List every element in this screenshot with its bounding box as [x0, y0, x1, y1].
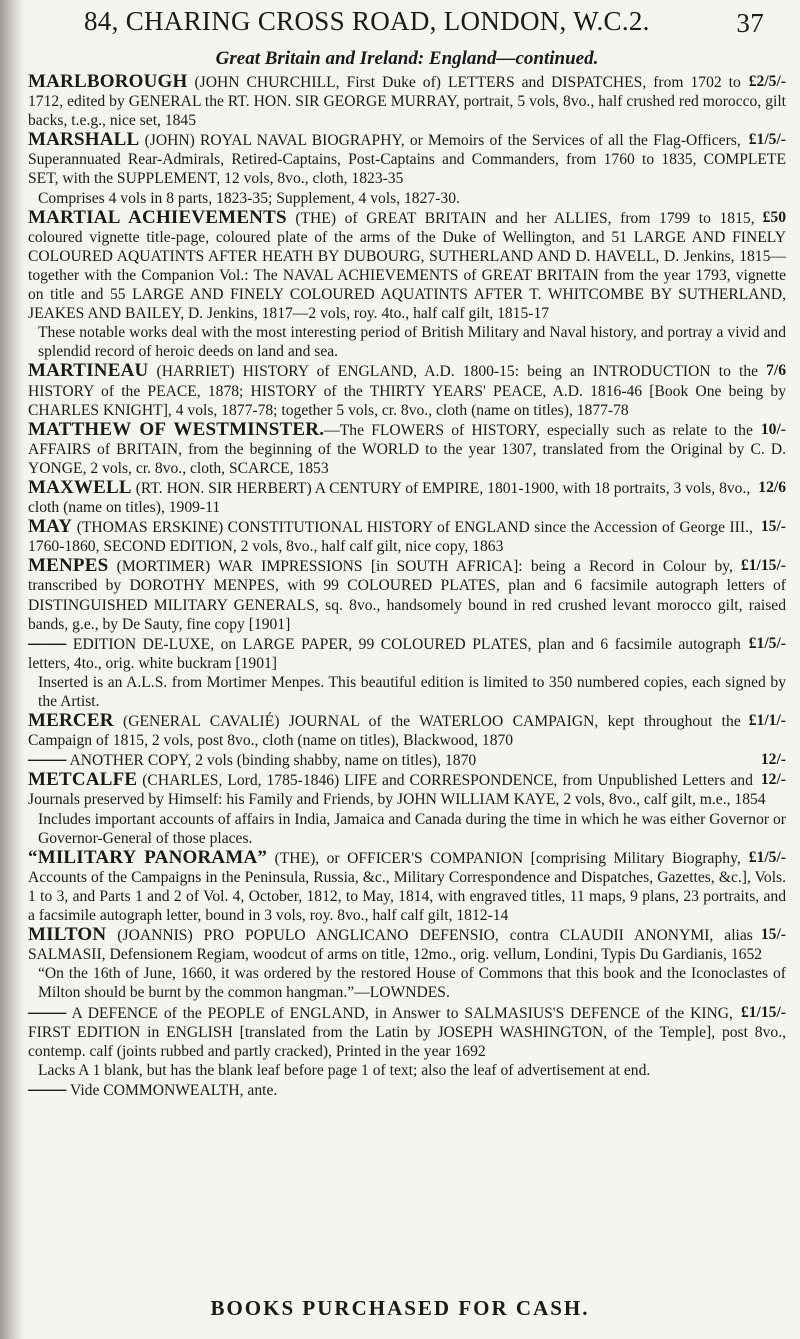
entry-description: (GENERAL CAVALIÉ) JOURNAL of the WATERLOO CAMPAIGN, kept throughout the Campaign of 1815, 2 vols, post 8vo., cloth (name on titles), Blackwood, 1870: [28, 713, 741, 750]
entry-note: Lacks A 1 blank, but has the blank leaf before page 1 of text; also the leaf of advertisement at end.: [38, 1061, 651, 1079]
entry-author: METCALFE: [28, 769, 138, 791]
entry-author: MAXWELL: [28, 476, 132, 498]
section-title: Great Britain and Ireland: England—continued.: [215, 48, 599, 69]
entry-price: £1/5/-: [748, 131, 786, 149]
entry-price: 12/6: [758, 478, 786, 496]
entry-description: (JOHN) ROYAL NAVAL BIOGRAPHY, or Memoirs of the Services of all the Flag-Officers, Superannuated Rear-Admirals, Retired-Captains, Post-Captains and Commanders, from 1760 to 1835, COMPLETE SET, with the SUPPLEMENT, 12 vols, 8vo., cloth, 1823-35: [28, 132, 786, 188]
entry-author: MARTIAL ACHIEVEMENTS: [28, 206, 287, 228]
entry-note: These notable works deal with the most interesting period of British Military and Naval history, and portray a vivid and splendid record of heroic deeds on land and sea.: [38, 324, 786, 361]
entry-author: ——: [28, 749, 67, 771]
entry-note: Includes important accounts of affairs in India, Jamaica and Canada during the time in which he was either Governor or Governor-General of those places.: [38, 810, 786, 847]
entry-price: 15/-: [760, 926, 786, 944]
entry-author: ——: [28, 632, 67, 654]
entry-price: £1/5/-: [748, 848, 786, 866]
entry-description: (RT. HON. SIR HERBERT) A CENTURY of EMPIRE, 1801-1900, with 18 portraits, 3 vols, 8vo., cloth (name on titles), 1909-11: [28, 479, 751, 517]
entry-author: MENPES: [28, 555, 109, 577]
catalogue-entry: [28, 925, 786, 964]
entry-price: 10/-: [760, 420, 786, 438]
entry-author: MERCER: [28, 710, 114, 732]
catalogue-entry: [28, 1003, 786, 1061]
catalogue-entry: [28, 634, 786, 673]
entry-price: £1/15/-: [740, 1003, 786, 1021]
page-number: 37: [736, 8, 764, 38]
entry-description: Vide COMMONWEALTH, ante.: [66, 1081, 278, 1099]
entry-description: —The FLOWERS of HISTORY, especially such as relate to the AFFAIRS of BRITAIN, from the beginning of the WORLD to the year 1307, translated from the Original by C. D. YONGE, 2 vols, cr. 8vo., cloth, SCARCE, 1853: [28, 421, 786, 477]
page-footer: BOOKS PURCHASED FOR CASH.: [210, 1296, 590, 1320]
entry-note: “On the 16th of June, 1660, it was ordered by the restored House of Commons that this book and the Iconoclastes of Milton should be burnt by the common hangman.”—LOWNDES.: [38, 965, 786, 1002]
catalogue-entry: [28, 711, 786, 750]
entry-author: MAY: [28, 516, 73, 538]
entry-description: ANOTHER COPY, 2 vols (binding shabby, name on titles), 1870: [66, 752, 477, 770]
entry-author: ——: [28, 1001, 67, 1023]
entry-price: 15/-: [760, 518, 786, 536]
entry-price: 12/-: [760, 751, 786, 769]
entry-author: MATTHEW OF WESTMINSTER.: [28, 418, 325, 440]
entry-description: (THOMAS ERSKINE) CONSTITUTIONAL HISTORY of ENGLAND since the Accession of George III., 1760-1860, SECOND EDITION, 2 vols, 8vo., half calf gilt, nice copy, 1863: [28, 519, 753, 556]
catalogue-entry: [28, 770, 786, 809]
catalogue-entry: [28, 1080, 786, 1100]
entry-price: 7/6: [766, 362, 786, 380]
binding-gutter: [0, 0, 24, 1339]
entry-price: £2/5/-: [748, 73, 786, 90]
catalogue-entry: [28, 208, 786, 324]
entry-description: EDITION DE-LUXE, on LARGE PAPER, 99 COLOURED PLATES, plan and 6 facsimile autograph letters, 4to., orig. white buckram [1901]: [28, 635, 741, 672]
entry-description: (HARRIET) HISTORY of ENGLAND, A.D. 1800-15: being an INTRODUCTION to the HISTORY of the PEACE, 1878; HISTORY of the THIRTY YEARS' PEACE, A.D. 1816-46 [Book One being by CHARLES KNIGHT], 4 vols, 1877-78; together 5 vols, cr. 8vo., cloth (name on titles), 1877-78: [28, 363, 786, 419]
entry-description: (MORTIMER) WAR IMPRESSIONS [in SOUTH AFRICA]: being a Record in Colour by, transcribed by DOROTHY MENPES, with 99 COLOURED PLATES, plan and 6 facsimile autograph letters of DISTINGUISHED MILITARY GENERALS, sq. 8vo., handsomely bound in red crushed levant morocco gilt, raised bands, g.e., by De Sauty, fine copy [1901]: [28, 558, 786, 633]
entry-price: 12/-: [760, 771, 786, 789]
catalogue-entry: [28, 478, 786, 517]
catalogue-entry: [28, 517, 786, 556]
catalogue-entry: [28, 72, 786, 130]
entry-author: “MILITARY PANORAMA”: [28, 846, 268, 868]
entry-author: ——: [28, 1078, 67, 1100]
entry-author: MILTON: [28, 924, 107, 946]
entry-note: Inserted is an A.L.S. from Mortimer Menpes. This beautiful edition is limited to 350 numbered copies, each signed by the Artist.: [38, 673, 786, 710]
entry-author: MARLBOROUGH: [28, 71, 188, 92]
entry-price: £1/15/-: [740, 557, 786, 575]
catalogue-entry: [28, 556, 786, 633]
entry-description: (THE) of GREAT BRITAIN and her ALLIES, from 1799 to 1815, coloured vignette title-page, coloured plate of the arms of the Duke of Wellington, and 51 LARGE AND FINELY COLOURED AQUATINTS AFTER HEATH BY DUBOURG, SUTHERLAND AND D. HAVELL, D. Jenkins, 1815—together with the Companion Vol.: The NAVAL ACHIEVEMENTS of GREAT BRITAIN from the year 1793, vignette on title and 55 LARGE AND FINELY COLOURED AQUATINTS AFTER T. WHITCOMBE BY SUTHERLAND, JEAKES AND BAILEY, D. Jenkins, 1817—2 vols, roy. 4to., half calf gilt, 1815-17: [28, 209, 786, 323]
catalogue-entry: [28, 420, 786, 478]
entry-price: £50: [762, 208, 786, 226]
entry-list: [28, 72, 786, 1100]
page-header-title: 84, CHARING CROSS ROAD, LONDON, W.C.2.: [84, 6, 650, 36]
entry-price: £1/1/-: [748, 712, 786, 730]
entry-description: (THE), or OFFICER'S COMPANION [comprising Military Biography, Accounts of the Campaigns in the Peninsula, Russia, &c., Military Correspondence and Dispatches, Gazettes, &c.], Vols. 1 to 3, and Parts 1 and 2 of Vol. 4, October, 1812, to May, 1814, with engraved titles, 11 maps, 9 plans, 23 portraits, and a facsimile autograph letter, bound in 3 vols, roy. 8vo., half calf gilt, 1812-14: [28, 849, 786, 925]
entry-price: £1/5/-: [748, 634, 786, 652]
entry-note: Comprises 4 vols in 8 parts, 1823-35; Supplement, 4 vols, 1827-30.: [38, 189, 460, 207]
entry-description: (CHARLES, Lord, 1785-1846) LIFE and CORRESPONDENCE, from Unpublished Letters and Journals preserved by Himself: his Family and Friends, by JOHN WILLIAM KAYE, 2 vols, 8vo., calf gilt, m.e., 1854: [28, 772, 766, 809]
entry-description: (JOHN CHURCHILL, First Duke of) LETTERS and DISPATCHES, from 1702 to 1712, edited by GENERAL the RT. HON. SIR GEORGE MURRAY, portrait, 5 vols, 8vo., half crushed red morocco, gilt backs, t.e.g., nice set, 1845: [28, 74, 786, 130]
entry-description: A DEFENCE of the PEOPLE of ENGLAND, in Answer to SALMASIUS'S DEFENCE of the KING, FIRST EDITION in ENGLISH [translated from the Latin by JOSEPH WASHINGTON, of the Temple], post 8vo., contemp. calf (joints rubbed and partly cracked), Printed in the year 1692: [28, 1004, 786, 1060]
catalogue-entry: [28, 848, 786, 925]
entry-author: MARTINEAU: [28, 360, 149, 382]
page-header: [28, 0, 786, 48]
catalogue-entry: [28, 130, 786, 188]
catalogue-entry: [28, 750, 786, 770]
catalogue-entry: [28, 361, 786, 419]
entry-author: MARSHALL: [28, 129, 140, 151]
entry-description: (JOANNIS) PRO POPULO ANGLICANO DEFENSIO, contra CLAUDII ANONYMI, alias SALMASII, Defensionem Regiam, woodcut of arms on title, 12mo., orig. vellum, Londini, Typis Du Gardianis, 1652: [28, 927, 763, 964]
